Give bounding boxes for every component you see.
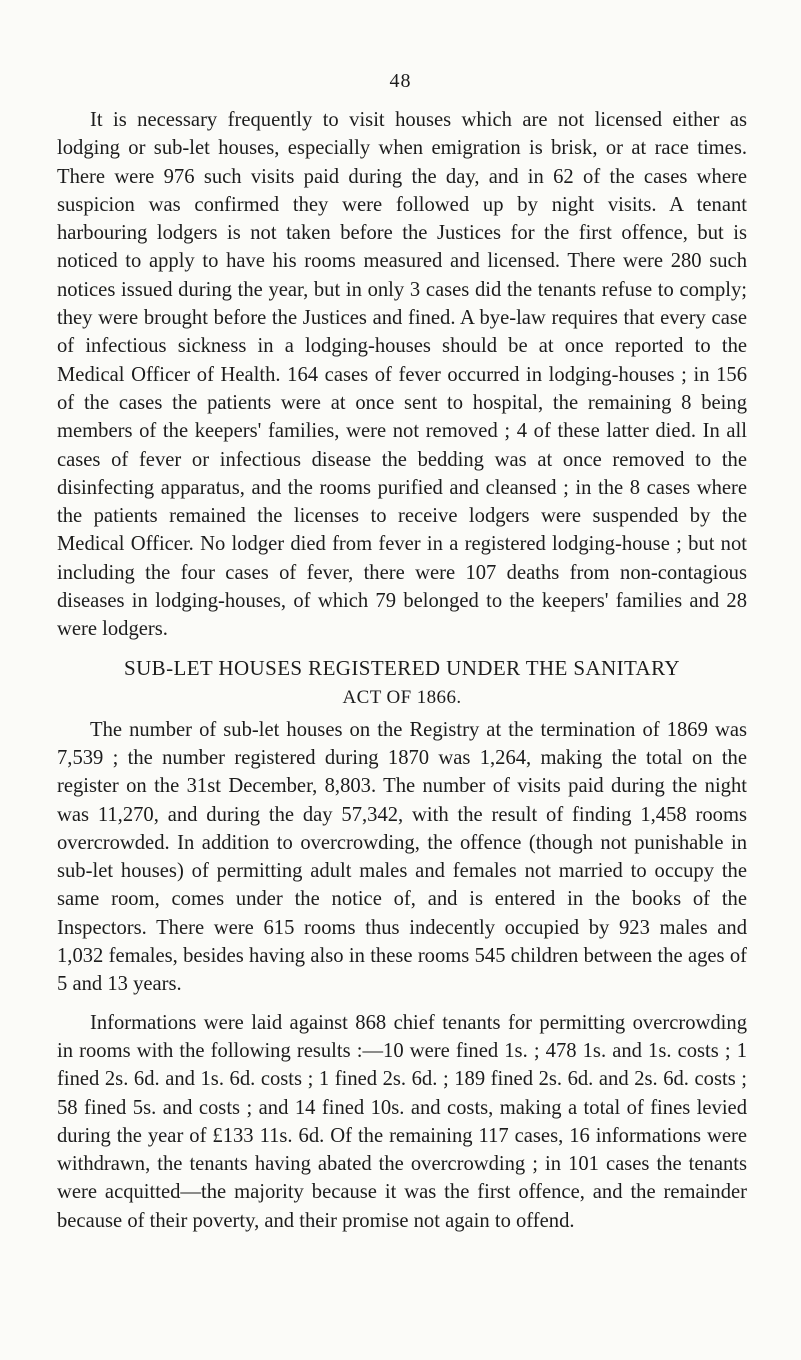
section-heading <box>57 654 747 712</box>
paragraph-licensing-visits: It is necessary frequently to visit houses which are not licensed either as lodging or sub-let houses, especially when emigration is brisk, or at race times. There were 976 such visits paid during the day, and in 62 of the cases where suspicion was confirmed they were followed up by night visits. A tenant harbouring lodgers is not taken before the Justices for the first offence, but is noticed to apply to have his rooms measured and licensed. There were 280 such notices issued during the year, but in only 3 cases did the tenants refuse to comply; they were brought before the Justices and fined. A bye-law requires that every case of infectious sickness in a lodging-houses should be at once reported to the Medical Officer of Health. 164 cases of fever occurred in lodging-houses ; in 156 of the cases the patients were at once sent to hospital, the remaining 8 being members of the keepers' families, were not removed ; 4 of these latter died. In all cases of fever or infectious disease the bedding was at once removed to the disinfecting apparatus, and the rooms purified and cleansed ; in the 8 cases where the patients remained the licenses to receive lodgers were suspended by the Medical Officer. No lodger died from fever in a registered lodging-house ; but not including the four cases of fever, there were 107 deaths from non-contagious diseases in lodging-houses, of which 79 belonged to the keepers' families and 28 were lodgers. <box>57 109 747 641</box>
paragraph-sublet-registry: The number of sub-let houses on the Registry at the termination of 1869 was 7,539 ; the number registered during 1870 was 1,264, making the total on the register on the 31st December, 8,803. The number of visits paid during the night was 11,270, and during the day 57,342, with the result of finding 1,458 rooms overcrowded. In addition to overcrowding, the offence (though not punishable in sub-let houses) of permitting adult males and females not married to occupy the same room, comes under the notice of, and is entered in the books of the Inspectors. There were 615 rooms thus indecently occupied by 923 males and 1,032 females, besides having also in these rooms 545 children between the ages of 5 and 13 years. <box>57 718 747 996</box>
section-heading-line-2: ACT OF 1866. <box>342 686 462 708</box>
page-number: 48 <box>389 70 412 92</box>
section-heading-line-1: SUB-LET HOUSES REGISTERED UNDER THE SANITARY <box>124 655 680 680</box>
paragraph-informations: Informations were laid against 868 chief tenants for permitting overcrowding in rooms with the following results :—10 were fined 1s. ; 478 1s. and 1s. costs ; 1 fined 2s. 6d. and 1s. 6d. costs ; 1 fined 2s. 6d. ; 189 fined 2s. 6d. and 2s. 6d. costs ; 58 fined 5s. and costs ; and 14 fined 10s. and costs, making a total of fines levied during the year of £133 11s. 6d. Of the remaining 117 cases, 16 informations were withdrawn, the tenants having abated the overcrowding ; in 101 cases the tenants were acquitted—the majority because it was the first offence, and the remainder because of their poverty, and their promise not again to offend. <box>57 1011 747 1232</box>
page-body <box>57 106 747 1235</box>
paragraph-spacer <box>57 999 747 1009</box>
